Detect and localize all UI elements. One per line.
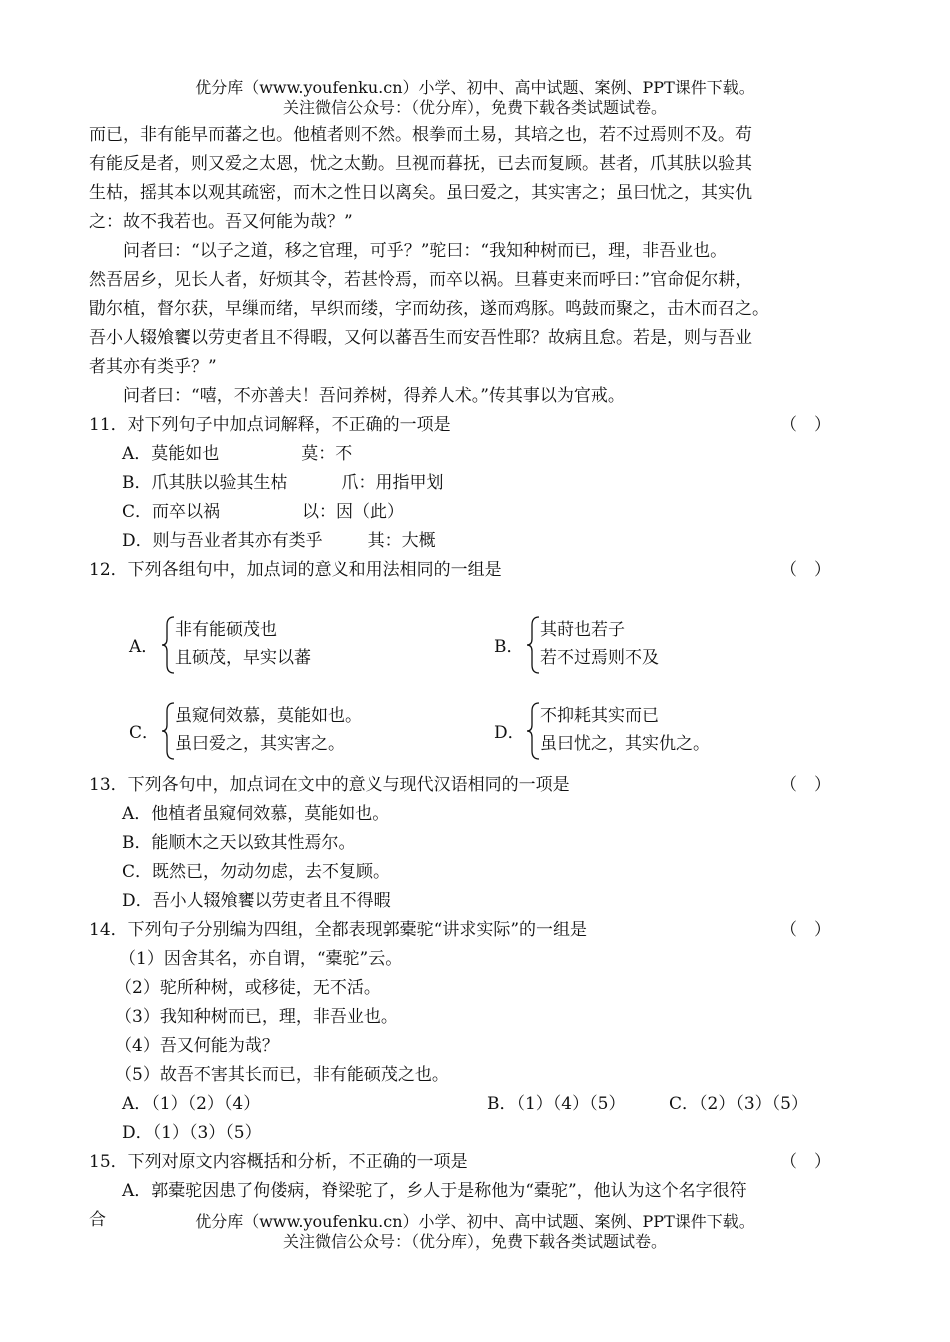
answer-paren: （ ）	[780, 775, 831, 795]
passage-line: 生枯，摇其本以观其疏密，而木之性日以离矣。虽曰爱之，其实害之；虽曰忧之，其实仇	[89, 183, 752, 203]
option-gloss: 以：因（此）	[302, 502, 405, 522]
document-body	[89, 121, 869, 1235]
option-gloss: 莫：不	[301, 444, 353, 464]
option-sentence: 则与吾业者其亦有类乎	[152, 531, 323, 551]
option-label: D．	[494, 723, 525, 743]
answer-paren: （ ）	[780, 1152, 831, 1172]
question-stem: 13．下列各句中，加点词在文中的意义与现代汉语相同的一项是	[89, 775, 570, 795]
question-stem: 11．对下列句子中加点词解释，不正确的一项是	[89, 415, 451, 435]
option-line: 虽曰忧之，其实仇之。	[540, 734, 710, 754]
option: A．（1）（2）（4）	[122, 1094, 261, 1114]
option-row: D．（1）（3）（5）	[122, 1123, 262, 1143]
passage-line: 然吾居乡，见长人者，好烦其令，若甚怜焉，而卒以祸。旦暮吏来而呼曰：”官命促尔耕，	[89, 270, 753, 290]
question-11	[89, 411, 869, 556]
answer-paren: （ ）	[780, 560, 831, 580]
option-line: 其莳也若子	[540, 620, 625, 640]
option-label: B．	[494, 637, 524, 657]
option-row	[89, 527, 869, 556]
option-group-b	[494, 615, 824, 675]
passage-line: 吾小人辍飧饔以劳吏者且不得暇，又何以蕃吾生而安吾性耶？故病且怠。若是，则与吾业	[89, 328, 752, 348]
option-line: 不抑耗其实而已	[540, 706, 659, 726]
passage-line: 者其亦有类乎？”	[89, 357, 217, 377]
option-label: D．	[122, 531, 153, 551]
option-label: A．	[122, 444, 152, 464]
list-item: （3）我知种树而已，理，非吾业也。	[115, 1007, 398, 1027]
answer-paren: （ ）	[780, 920, 831, 940]
option: C．（2）（3）（5）	[669, 1094, 808, 1114]
option-label: A．	[129, 637, 159, 657]
question-12	[89, 556, 869, 771]
footer-line-2: 关注微信公众号：（优分库），免费下载各类试题试卷。	[282, 1232, 667, 1251]
option-line: 虽曰爱之，其实害之。	[175, 734, 345, 754]
question-stem: 14．下列句子分别编为四组，全都表现郭橐驼“讲求实际”的一组是	[89, 920, 588, 940]
header-line-1: 优分库（www.youfenku.cn）小学、初中、高中试题、案例、PPT课件下载。	[195, 78, 755, 97]
option-line: 虽窥伺效慕，莫能如也。	[175, 706, 362, 726]
header-line-2: 关注微信公众号：（优分库），免费下载各类试题试卷。	[282, 98, 667, 117]
passage-line: 之：故不我若也。吾又何能为哉？”	[89, 212, 353, 232]
option: B．（1）（4）（5）	[487, 1094, 626, 1114]
passage-line: 问者曰：“以子之道，移之官理，可乎？”驼曰：“我知种树而已，理，非吾业也。	[123, 241, 728, 261]
option-sentence: 而卒以祸	[152, 502, 221, 522]
option-label: C．	[129, 723, 160, 743]
option-line: 合	[89, 1210, 106, 1230]
option-row	[89, 1090, 869, 1119]
option-row: B．能顺木之天以致其性焉尔。	[122, 833, 356, 853]
passage-line: 问者曰：“嘻，不亦善夫！吾问养树，得养人术。”传其事以为官戒。	[123, 386, 625, 406]
option-row: C．既然已，勿动勿虑，去不复顾。	[122, 862, 391, 882]
option-row	[89, 498, 869, 527]
question-14	[89, 916, 869, 1148]
option-pair-row	[89, 701, 869, 771]
option-line: 非有能硕茂也	[175, 620, 277, 640]
question-stem: 15．下列对原文内容概括和分析，不正确的一项是	[89, 1152, 468, 1172]
option-pair-row	[89, 615, 869, 701]
option-group-c	[129, 701, 459, 761]
page-footer	[0, 1212, 950, 1252]
question-stem: 12．下列各组句中，加点词的意义和用法相同的一组是	[89, 560, 502, 580]
option-row: D．吾小人辍飧饔以劳吏者且不得暇	[122, 891, 391, 911]
passage-line: 有能反是者，则又爱之太恩，忧之太勤。旦视而暮抚，已去而复顾。甚者，爪其肤以验其	[89, 154, 752, 174]
option-gloss: 其：大概	[367, 531, 436, 551]
question-13	[89, 771, 869, 916]
option-group-a	[129, 615, 459, 675]
option-label: C．	[122, 502, 153, 522]
option-row	[89, 469, 869, 498]
page-header	[0, 78, 950, 118]
list-item: （2）驼所种树，或移徒，无不活。	[115, 978, 381, 998]
option-gloss: 爪：用指甲划	[341, 473, 444, 493]
list-item: （4）吾又何能为哉？	[115, 1036, 279, 1056]
passage-line: 勖尔植，督尔获，早缫而绪，早织而缕，字而幼孩，遂而鸡豚。鸣鼓而聚之，击木而召之。	[89, 299, 769, 319]
option-group-d	[494, 701, 824, 761]
list-item: （5）故吾不害其长而已，非有能硕茂之也。	[115, 1065, 449, 1085]
option-sentence: 莫能如也	[151, 444, 220, 464]
option-line: A．郭橐驼因患了佝偻病，脊梁驼了，乡人于是称他为“橐驼”，他认为这个名字很符	[122, 1181, 747, 1201]
passage-line: 而已，非有能早而蕃之也。他植者则不然。根拳而土易，其培之也，若不过焉则不及。苟	[89, 125, 752, 145]
option-sentence: 爪其肤以验其生枯	[151, 473, 288, 493]
option-row: A．他植者虽窥伺效慕，莫能如也。	[122, 804, 390, 824]
footer-line-1: 优分库（www.youfenku.cn）小学、初中、高中试题、案例、PPT课件下载。	[195, 1212, 755, 1231]
list-item: （1）因舍其名，亦自谓，“橐驼”云。	[119, 949, 403, 969]
option-row	[89, 440, 869, 469]
option-line: 若不过焉则不及	[540, 648, 659, 668]
passage	[89, 121, 869, 411]
option-label: B．	[122, 473, 152, 493]
option-line: 且硕茂，早实以蕃	[175, 648, 311, 668]
answer-paren: （ ）	[780, 415, 831, 435]
